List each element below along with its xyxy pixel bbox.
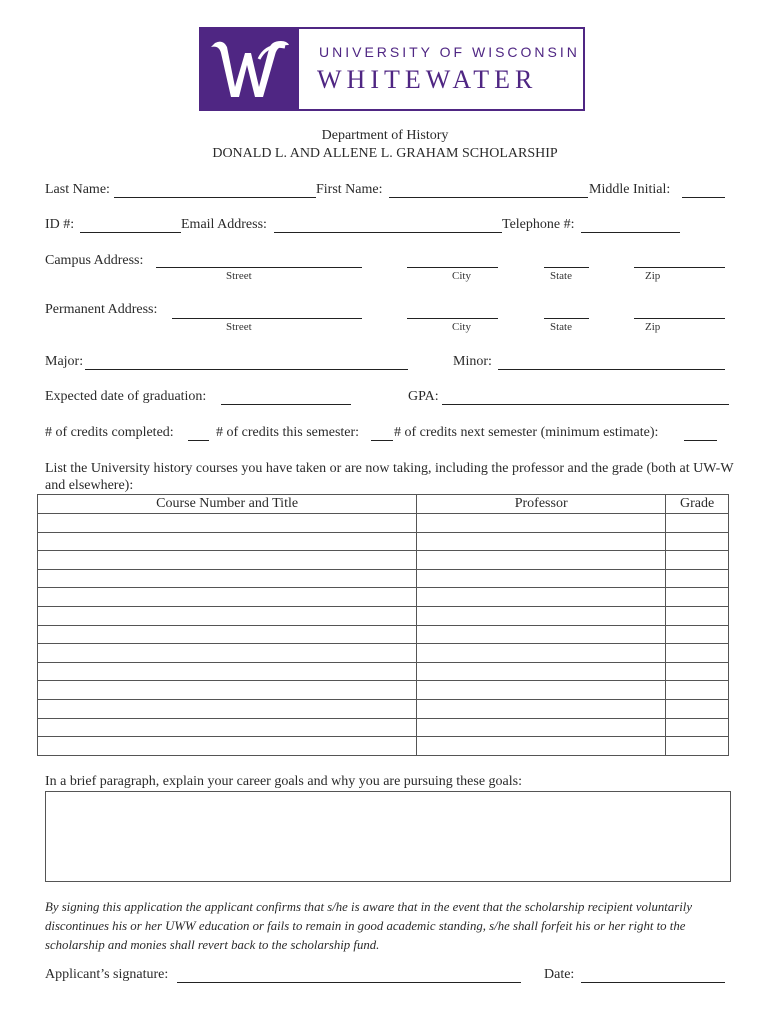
minor-label: Minor: bbox=[453, 354, 492, 369]
logo-university-text: UNIVERSITY OF WISCONSIN bbox=[319, 44, 580, 60]
table-row bbox=[38, 606, 729, 625]
permanent-zip-field[interactable] bbox=[634, 318, 725, 319]
table-row bbox=[38, 514, 729, 533]
professor-cell[interactable] bbox=[417, 551, 666, 570]
table-row bbox=[38, 551, 729, 570]
career-goals-textarea[interactable] bbox=[45, 791, 731, 882]
table-row bbox=[38, 737, 729, 756]
campus-city-field[interactable] bbox=[407, 267, 498, 268]
professor-cell[interactable] bbox=[417, 588, 666, 607]
course-cell[interactable] bbox=[38, 551, 417, 570]
campus-street-caption: Street bbox=[226, 270, 252, 282]
grade-cell[interactable] bbox=[666, 662, 729, 681]
course-history-table bbox=[37, 494, 729, 756]
grade-column-header: Grade bbox=[666, 495, 729, 514]
table-row bbox=[38, 681, 729, 700]
professor-cell[interactable] bbox=[417, 532, 666, 551]
course-cell[interactable] bbox=[38, 606, 417, 625]
professor-cell[interactable] bbox=[417, 737, 666, 756]
id-label: ID #: bbox=[45, 217, 75, 232]
date-label: Date: bbox=[544, 967, 575, 982]
professor-cell[interactable] bbox=[417, 514, 666, 533]
gpa-label: GPA: bbox=[408, 389, 439, 404]
course-cell[interactable] bbox=[38, 662, 417, 681]
grade-cell[interactable] bbox=[666, 551, 729, 570]
major-field[interactable] bbox=[85, 369, 408, 370]
table-header-row bbox=[38, 495, 729, 514]
professor-cell[interactable] bbox=[417, 718, 666, 737]
grade-cell[interactable] bbox=[666, 681, 729, 700]
table-row bbox=[38, 662, 729, 681]
first-name-label: First Name: bbox=[316, 182, 383, 197]
logo-campus-text: WHITEWATER bbox=[317, 65, 538, 94]
professor-cell[interactable] bbox=[417, 681, 666, 700]
permanent-address-label: Permanent Address: bbox=[45, 302, 158, 317]
credits-next-semester-label: # of credits next semester (minimum estimate): bbox=[394, 425, 659, 440]
course-cell[interactable] bbox=[38, 681, 417, 700]
minor-field[interactable] bbox=[498, 369, 725, 370]
last-name-label: Last Name: bbox=[45, 182, 110, 197]
graduation-label: Expected date of graduation: bbox=[45, 389, 207, 404]
signature-field[interactable] bbox=[177, 982, 521, 983]
date-field[interactable] bbox=[581, 982, 725, 983]
professor-cell[interactable] bbox=[417, 625, 666, 644]
last-name-field[interactable] bbox=[114, 197, 316, 198]
campus-address-label: Campus Address: bbox=[45, 253, 144, 268]
professor-cell[interactable] bbox=[417, 662, 666, 681]
table-row bbox=[38, 532, 729, 551]
credits-completed-field[interactable] bbox=[188, 440, 209, 441]
credits-this-semester-field[interactable] bbox=[371, 440, 393, 441]
campus-zip-field[interactable] bbox=[634, 267, 725, 268]
campus-state-caption: State bbox=[550, 270, 572, 282]
table-row bbox=[38, 644, 729, 663]
credits-this-semester-label: # of credits this semester: bbox=[216, 425, 360, 440]
grade-cell[interactable] bbox=[666, 532, 729, 551]
campus-state-field[interactable] bbox=[544, 267, 589, 268]
career-goals-prompt: In a brief paragraph, explain your career goals and why you are pursuing these goals: bbox=[45, 774, 522, 789]
course-cell[interactable] bbox=[38, 514, 417, 533]
grade-cell[interactable] bbox=[666, 644, 729, 663]
course-cell[interactable] bbox=[38, 718, 417, 737]
table-row bbox=[38, 588, 729, 607]
department-name: Department of History bbox=[321, 128, 449, 143]
permanent-state-field[interactable] bbox=[544, 318, 589, 319]
credits-completed-label: # of credits completed: bbox=[45, 425, 174, 440]
course-cell[interactable] bbox=[38, 625, 417, 644]
course-cell[interactable] bbox=[38, 588, 417, 607]
professor-column-header: Professor bbox=[417, 495, 666, 514]
course-column-header: Course Number and Title bbox=[38, 495, 417, 514]
grade-cell[interactable] bbox=[666, 588, 729, 607]
graduation-field[interactable] bbox=[221, 404, 351, 405]
professor-cell[interactable] bbox=[417, 699, 666, 718]
permanent-street-caption: Street bbox=[226, 321, 252, 333]
gpa-field[interactable] bbox=[442, 404, 729, 405]
course-cell[interactable] bbox=[38, 532, 417, 551]
table-row bbox=[38, 625, 729, 644]
campus-zip-caption: Zip bbox=[645, 270, 661, 282]
permanent-zip-caption: Zip bbox=[645, 321, 661, 333]
course-cell[interactable] bbox=[38, 699, 417, 718]
first-name-field[interactable] bbox=[389, 197, 588, 198]
email-field[interactable] bbox=[274, 232, 502, 233]
email-label: Email Address: bbox=[181, 217, 267, 232]
grade-cell[interactable] bbox=[666, 737, 729, 756]
table-row bbox=[38, 718, 729, 737]
grade-cell[interactable] bbox=[666, 569, 729, 588]
course-cell[interactable] bbox=[38, 644, 417, 663]
grade-cell[interactable] bbox=[666, 718, 729, 737]
credits-next-semester-field[interactable] bbox=[684, 440, 717, 441]
professor-cell[interactable] bbox=[417, 606, 666, 625]
professor-cell[interactable] bbox=[417, 644, 666, 663]
permanent-state-caption: State bbox=[550, 321, 572, 333]
major-label: Major: bbox=[45, 354, 84, 369]
table-row bbox=[38, 569, 729, 588]
telephone-field[interactable] bbox=[581, 232, 680, 233]
campus-city-caption: City bbox=[452, 270, 471, 282]
grade-cell[interactable] bbox=[666, 514, 729, 533]
course-cell[interactable] bbox=[38, 737, 417, 756]
campus-street-field[interactable] bbox=[156, 267, 362, 268]
permanent-street-field[interactable] bbox=[172, 318, 362, 319]
permanent-city-caption: City bbox=[452, 321, 471, 333]
university-logo bbox=[199, 27, 585, 111]
table-row bbox=[38, 699, 729, 718]
middle-initial-label: Middle Initial: bbox=[589, 182, 671, 197]
telephone-label: Telephone #: bbox=[502, 217, 575, 232]
grade-cell[interactable] bbox=[666, 625, 729, 644]
middle-initial-field[interactable] bbox=[682, 197, 725, 198]
signature-label: Applicant’s signature: bbox=[45, 967, 169, 982]
course-cell[interactable] bbox=[38, 569, 417, 588]
form-title: DONALD L. AND ALLENE L. GRAHAM SCHOLARSHIP bbox=[212, 146, 558, 161]
agreement-statement: By signing this application the applicant confirms that s/he is aware that in the event that the scholarship recipient voluntarily discontinues his or her UWW education or fails to remain in good academic standing, s/he shall forfeit his or her right to the scholarship and monies shall revert back to the scholarship fund. bbox=[45, 900, 692, 952]
professor-cell[interactable] bbox=[417, 569, 666, 588]
id-field[interactable] bbox=[80, 232, 181, 233]
w-logo-icon bbox=[201, 29, 299, 109]
grade-cell[interactable] bbox=[666, 606, 729, 625]
grade-cell[interactable] bbox=[666, 699, 729, 718]
permanent-city-field[interactable] bbox=[407, 318, 498, 319]
courses-instructions: List the University history courses you have taken or are now taking, including the professor and the grade (both at UW-W and elsewhere): bbox=[45, 461, 734, 493]
